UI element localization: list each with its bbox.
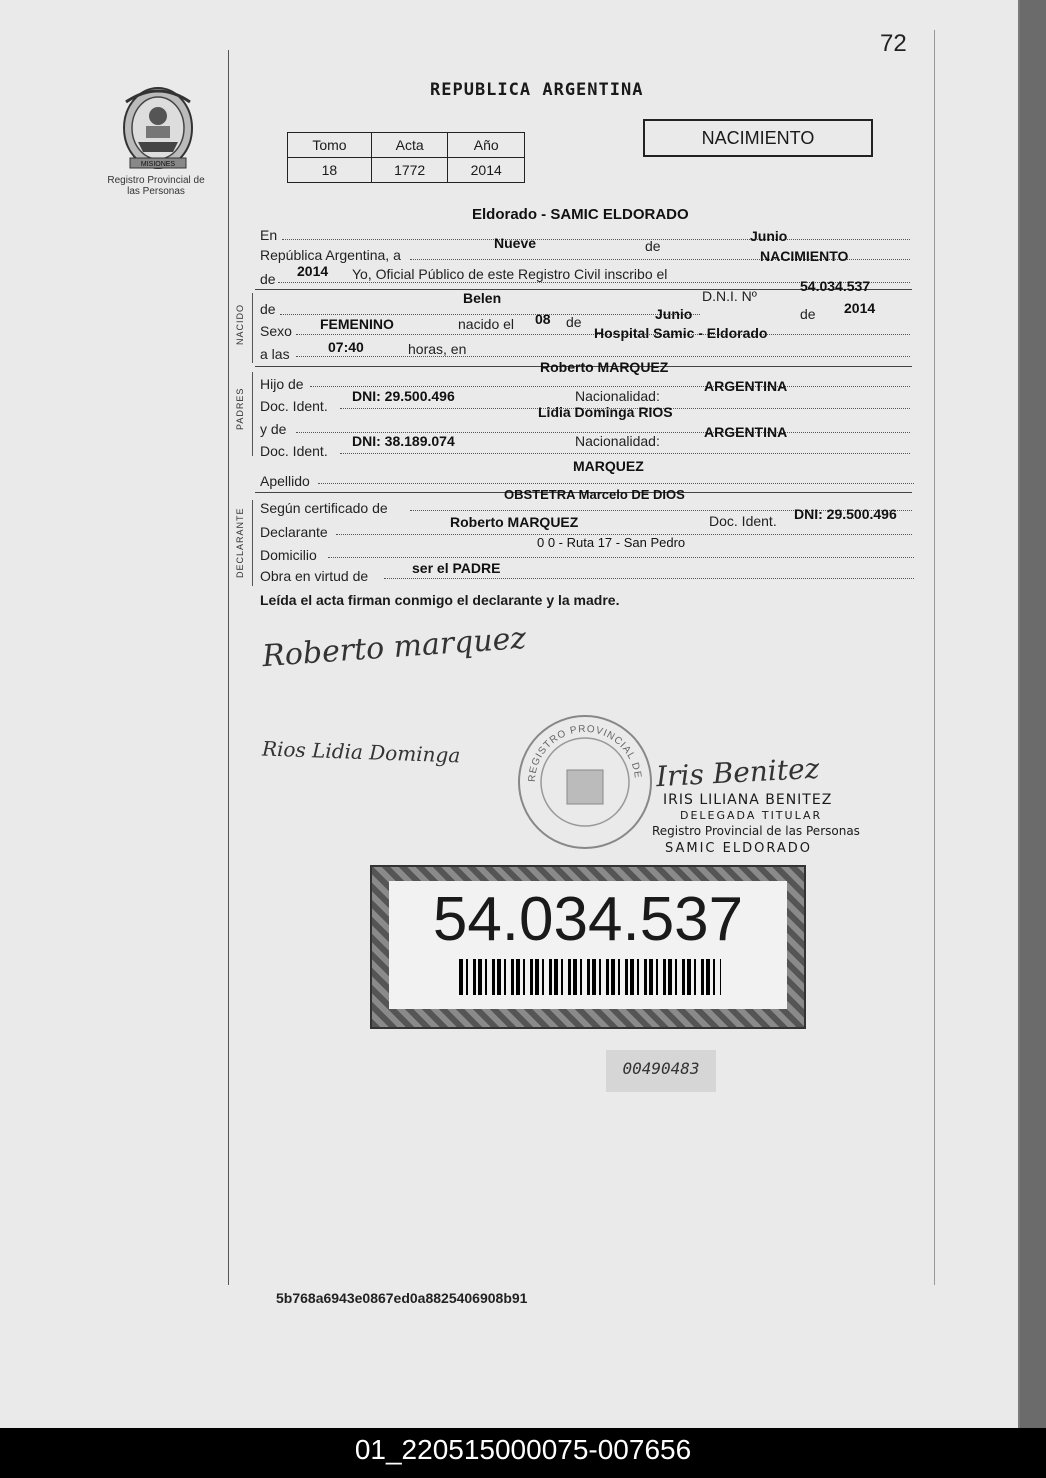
anio-header: Año (448, 133, 525, 158)
official-signature: Iris Benitez (655, 751, 821, 794)
alas-label: a las (260, 346, 290, 362)
stamp-name: IRIS LILIANA BENITEZ (663, 792, 833, 808)
page-shadow (1020, 0, 1046, 1428)
declarante-doc: DNI: 29.500.496 (794, 506, 897, 522)
sexo-label: Sexo (260, 323, 292, 339)
official-seal (515, 712, 655, 852)
declarante-doc-label: Doc. Ident. (709, 513, 777, 529)
sexo-value: FEMENINO (320, 316, 394, 332)
domicilio-label: Domicilio (260, 547, 317, 563)
declarante-section-label: DECLARANTE (235, 507, 245, 578)
record-type-box (643, 119, 873, 157)
birth-year: 2014 (844, 300, 876, 316)
nacido-el-label: nacido el (458, 316, 515, 332)
de-label-3: de (800, 306, 816, 322)
record-type: NACIMIENTO (701, 128, 815, 148)
dotted-line (280, 314, 700, 315)
seal-text: REGISTRO PROVINCIAL DE (526, 723, 643, 783)
document-title: REPUBLICA ARGENTINA (430, 80, 644, 100)
place-value: Hospital Samic - Eldorado (594, 325, 768, 341)
mother-doc: DNI: 38.189.074 (352, 433, 455, 449)
right-margin-line (934, 30, 935, 1285)
time-value: 07:40 (328, 339, 364, 355)
de-label-2: de (566, 314, 582, 330)
horas-label: horas, en (408, 341, 467, 357)
certificado-value: OBSTETRA Marcelo DE DIOS (504, 487, 685, 502)
seal-icon (515, 712, 655, 852)
nacido-section-label: NACIDO (235, 303, 245, 345)
stamp-unit: SAMIC ELDORADO (665, 841, 812, 856)
hijo-label: Hijo de (260, 376, 304, 392)
emblem-text: MISIONES (140, 161, 176, 168)
father-name: Roberto MARQUEZ (540, 359, 669, 375)
declarante-signature: Roberto marquez (261, 620, 528, 675)
obra-label: Obra en virtud de (260, 568, 369, 584)
dotted-line (328, 557, 914, 558)
dotted-line (296, 356, 910, 357)
dni-label: D.N.I. Nº (702, 288, 757, 304)
yde-label: y de (260, 421, 287, 437)
barcode-icon (459, 959, 721, 995)
footer-id: 01_220515000075-007656 (354, 1434, 692, 1465)
obra-value: ser el PADRE (412, 560, 501, 576)
document-hash: 5b768a6943e0867ed0a8825406908b91 (276, 1290, 528, 1306)
section-bracket (252, 500, 253, 586)
father-doc-label: Doc. Ident. (260, 398, 328, 414)
margin-line (228, 50, 229, 1285)
en-label: En (260, 227, 278, 243)
logo-caption: Registro Provincial de las Personas (107, 175, 205, 197)
inscribo-value: NACIMIENTO (760, 248, 849, 264)
apellido-value: MARQUEZ (573, 458, 644, 474)
padres-section-label: PADRES (235, 387, 245, 430)
declarante-label: Declarante (260, 524, 328, 540)
birth-month: Junio (655, 306, 693, 322)
yo-text: Yo, Oficial Público de este Registro Civil inscribo el (352, 266, 668, 282)
madre-signature: Rios Lidia Dominga (261, 736, 461, 768)
de-label: de (645, 238, 661, 254)
barcode-label (389, 881, 787, 1009)
dotted-line (384, 578, 914, 579)
closing-text: Leída el acta firman conmigo el declarante y la madre. (260, 592, 620, 608)
father-doc: DNI: 29.500.496 (352, 388, 455, 404)
dotted-line (318, 483, 914, 484)
de2-label: de (260, 271, 276, 287)
section-bracket (252, 293, 253, 363)
name-value: Belen (463, 290, 502, 306)
apellido-label: Apellido (260, 473, 310, 489)
nacido-de-label: de (260, 301, 276, 317)
record-table (287, 132, 525, 183)
republica-label: República Argentina, a (260, 247, 401, 263)
en-value: Eldorado - SAMIC ELDORADO (472, 206, 689, 223)
dni-value: 54.034.537 (800, 278, 871, 294)
page-number: 72 (880, 30, 907, 57)
barcode-number: 54.034.537 (432, 885, 744, 954)
mother-name: Lidia Dominga RIOS (538, 404, 673, 420)
birth-day: 08 (535, 311, 551, 327)
footer-bar (0, 1428, 1046, 1478)
acta-value: 1772 (371, 158, 448, 183)
mother-nat-label: Nacionalidad: (575, 433, 660, 449)
stamp-role: DELEGADA TITULAR (680, 809, 823, 822)
certificado-label: Según certificado de (260, 500, 388, 516)
dotted-line (340, 453, 910, 454)
domicilio-value: 0 0 - Ruta 17 - San Pedro (537, 535, 686, 550)
barcode-sticker (370, 865, 806, 1029)
tomo-header: Tomo (288, 133, 372, 158)
provincial-logo (118, 82, 198, 174)
year-value: 2014 (297, 263, 329, 279)
anio-value: 2014 (448, 158, 525, 183)
serial-number: 00490483 (606, 1050, 716, 1092)
mother-nationality: ARGENTINA (704, 424, 788, 440)
father-nationality: ARGENTINA (704, 378, 788, 394)
dotted-line (310, 386, 910, 387)
day-value: Nueve (494, 235, 537, 251)
section-bracket (252, 372, 253, 456)
coat-of-arms-icon (118, 82, 198, 174)
month-value: Junio (750, 228, 788, 244)
acta-header: Acta (371, 133, 448, 158)
stamp-office: Registro Provincial de las Personas (652, 824, 860, 838)
mother-doc-label: Doc. Ident. (260, 443, 328, 459)
tomo-value: 18 (288, 158, 372, 183)
dotted-line (282, 239, 910, 240)
declarante-value: Roberto MARQUEZ (450, 514, 579, 530)
father-nat-label: Nacionalidad: (575, 388, 660, 404)
